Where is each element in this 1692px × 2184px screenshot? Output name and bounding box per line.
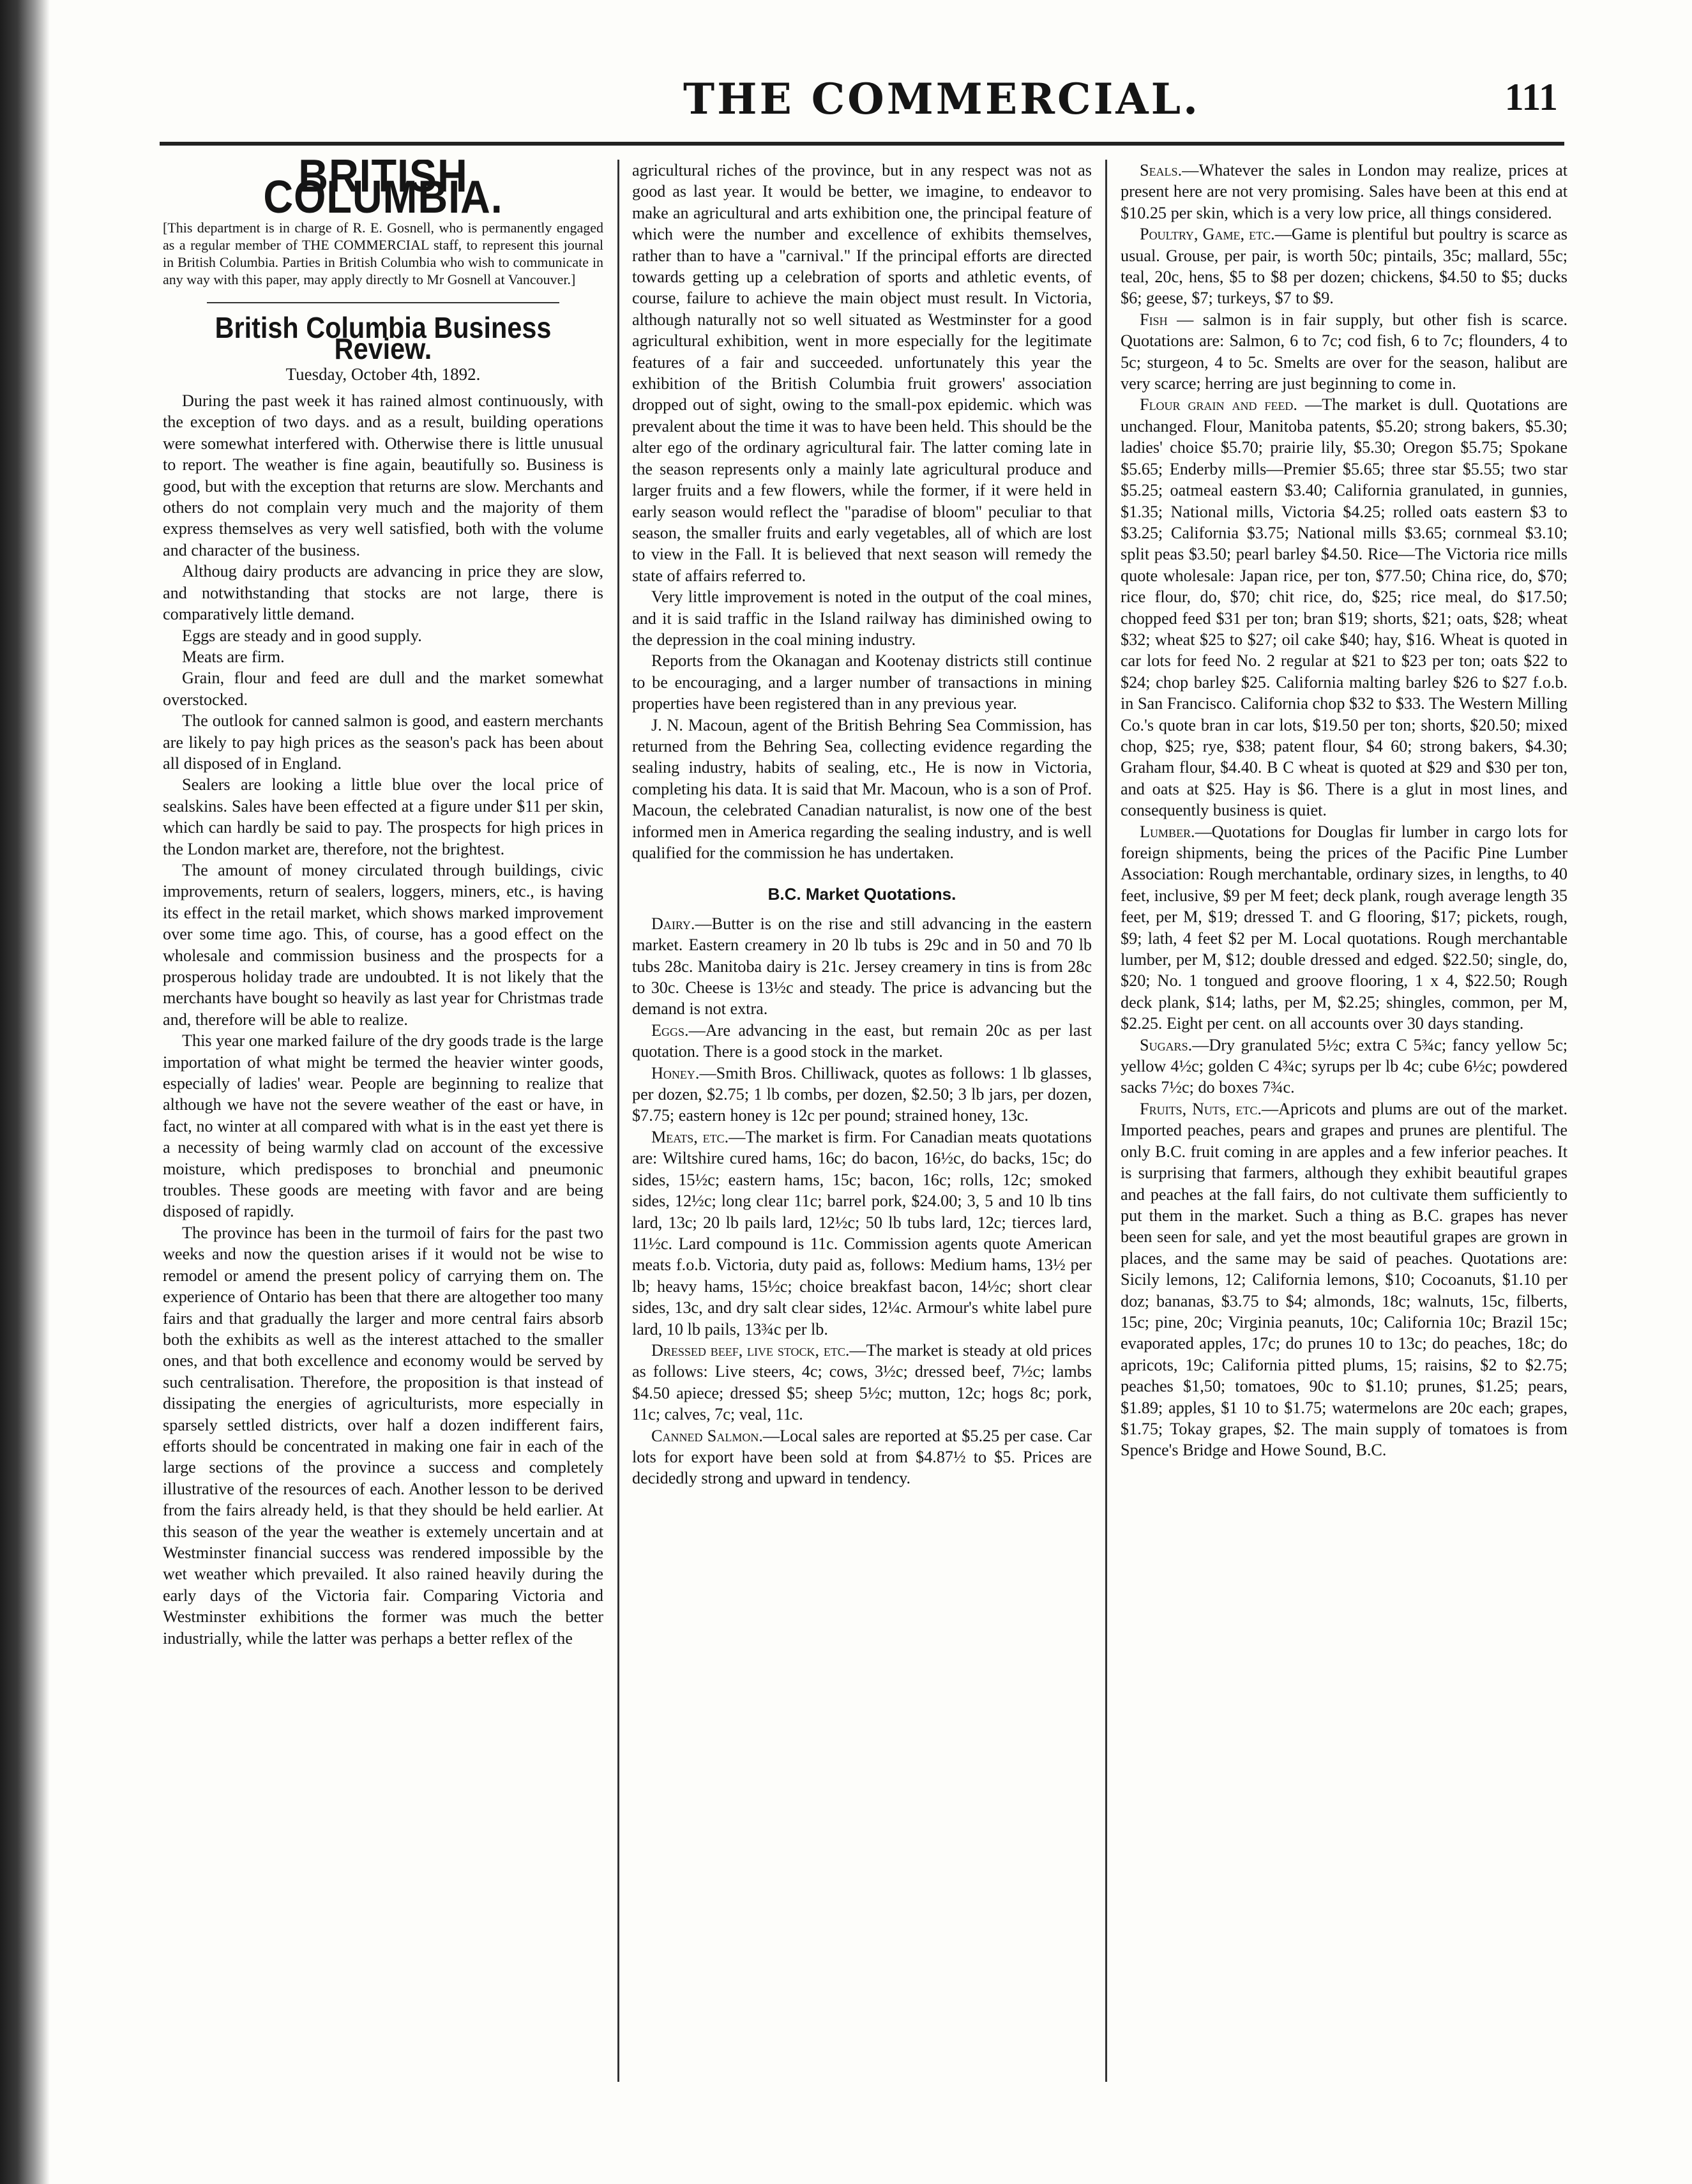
market-item (1121, 224, 1567, 309)
item-text: —Apricots and plums are out of the market. Imported peaches, pears and grapes and prunes are plentiful. The only B.C. fruit coming in are apples and a few inferior peaches. It is surprising that farmers, although they exhibit beautiful grapes and peaches at the fall fairs, do not cultivate them sufficiently to put them in the market. Such a thing as B.C. grapes has never been seen for sale, and yet the most beautiful grapes are grown in places, and the same may be said of peaches. Quotations are: Sicily lemons, 12; California lemons, $10; Cocoanuts, $1.10 per doz; bananas, $3.75 to $4; almonds, 18c; walnuts, 15c, filberts, 15c; pine, 20c; Virginia peanuts, 10c; California 10c; Brazil 15c; evaporated apples, 17c; do prunes 10 to 13c; do peaches, 18c; do apricots, 19c; California pitted plums, 15; raisins, $2 to $2.75; peaches $1,50; tomatoes, 90c to $1.10; prunes, $1.25; pears, $1.89; apples, $1 10 to $1.75; watermelons are 20c each; grapes, $1.75; Tokay grapes, $2. The main supply of tomatoes is from Spence's Bridge and Howe Sound, B.C. (1121, 1099, 1567, 1460)
item-lead: Meats, etc. (651, 1127, 729, 1146)
item-lead: Canned Salmon. (651, 1426, 763, 1445)
item-text: —Quotations for Douglas fir lumber in cargo lots for foreign shipments, being the prices of the Pacific Pine Lumber Association: Rough merchantable, ordinary sizes, in lengths, to 40 feet, inclusive, $9 per M feet; deck plank, rough average length 35 feet, per M, $19; dressed T. and G flooring, $17; pickets, rough, $9; lath, 4 feet $2 per M. Local quotations. Rough merchantable lumber, per M, $12; double dressed and edged. $22.50; single, do, $20; No. 1 tongued and groove flooring, 1 x 4, $22.50; Rough deck plank, $14; laths, per M, $2.25; shingles, common, per M, $2.25. Eight per cent. on all accounts over 30 days standing. (1121, 822, 1567, 1033)
paragraph: Althoug dairy products are advancing in price they are slow, and notwithstanding that stocks are not large, there is comparatively little demand. (163, 562, 603, 624)
market-item (1121, 821, 1567, 1035)
paragraph: Grain, flour and feed are dull and the market somewhat overstocked. (163, 669, 603, 709)
paragraph: Meats are firm. (182, 647, 285, 666)
paragraph: Reports from the Okanagan and Kootenay districts still continue to be encouraging, and a larger number of transactions in mining properties have been registered than in any previous year. (632, 651, 1092, 713)
item-lead: Fish (1140, 310, 1168, 329)
item-text: —Local sales are reported at $5.25 per case. Car lots for export have been sold at from $4.87½ to $5. Prices are decidedly strong and upward in tendency. (632, 1426, 1092, 1488)
item-text: —Whatever the sales in London may realize, prices at present here are not very promising. Sales have been at this end at $10.25 per skin, which is a very low price, all things considered. (1121, 161, 1567, 222)
paragraph: The outlook for canned salmon is good, and eastern merchants are likely to pay high prices as the season's pack has been about all disposed of in England. (163, 711, 603, 773)
market-item (632, 1126, 1092, 1340)
header-rule (160, 142, 1564, 146)
item-lead: Fruits, Nuts, etc. (1140, 1099, 1262, 1118)
department-note: [This department is in charge of R. E. Gosnell, who is permanently engaged as a regular member of THE COMMERCIAL staff, to represent this journal in British Columbia. Parties in British Columbia who wish to communicate in any way with this paper, may apply directly to Mr Gosnell at Vancouver.] (163, 219, 603, 287)
paragraph: During the past week it has rained almost continuously, with the exception of two days. and as a result, building operations were somewhat interfered with. Otherwise there is little unusual to report. The weather is fine again, beautifully so. Business is good, but with the exception that returns are slow. Merchants and others do not complain very much and the majority of them express themselves as very well satisfied, both with the volume and character of the business. (163, 391, 603, 559)
paragraph: This year one marked failure of the dry goods trade is the large importation of what might be termed the heavier winter goods, especially of ladies' wear. People are beginning to realize that although we have not the severe weather of the east or have, in fact, no winter at all compared with what is in the east yet there is a necessity of being warmly clad on account of the excessive moisture, which predisposes to bronchial and pneumonic troubles. These goods are meeting with favor and are being disposed of rapidly. (163, 1031, 603, 1221)
item-text: —Game is plentiful but poultry is scarce as usual. Grouse, per pair, is worth 50c; pintails, 35c; mallard, 55c; teal, 20c, hens, $5 to $8 per dozen; chickens, $4.50 to $5; ducks $6; geese, $7; turkeys, $7 to $9. (1121, 225, 1567, 308)
market-item (632, 1425, 1092, 1489)
item-text: —The market is dull. Quotations are unchanged. Flour, Manitoba patents, $5.20; strong bakers, $5.30; ladies' choice $5.70; prairie lily, $5.30; Oregon $5.75; Spokane $5.65; Enderby mills—Premier $5.65; three star $5.55; two star $5.25; oatmeal eastern $3.40; California granulated, in gunnies, $1.35; National mills, Victoria $4.25; rolled oats eastern $3 to $3.25; California $3.75; National mills $3.65; cornmeal $3.10; split peas $3.50; pearl barley $4.50. Rice—The Victoria rice mills quote wholesale: Japan rice, per ton, $77.50; China rice, do, $70; rice flour, do, $70; chit rice, do, $25; rice meal, do $17.50; chopped feed $31 per ton; bran $19; shorts, $21; oats, $28; wheat $32; wheat $25 to $27; oil cake $40; hay, $16. Wheat is quoted in car lots for feed No. 2 regular at $21 to $23 per ton; oats $22 to $24; chop barley $25. California malting barley $26 to $27 f.o.b. in San Francisco. California chop $32 to $33. The Western Milling Co.'s quote bran in car lots, $19.50 per ton; shorts, $20.50; mixed chop, $25; rye, $38; patent flour, $4 60; strong bakers, $4.30; Graham flour, $4.40. B C wheat is quoted at $29 and $30 per ton, and oats at $25. Hay is $6. There is a glut in most lines, and consequently business is quiet. (1121, 395, 1567, 820)
market-quotations-title: B.C. Market Quotations. (767, 884, 956, 904)
market-item (1121, 1098, 1567, 1461)
market-item (632, 1020, 1092, 1063)
section-title: BRITISH COLUMBIA. (263, 160, 503, 224)
market-item (1121, 394, 1567, 821)
market-item (632, 913, 1092, 1020)
item-lead: Flour grain and feed. (1140, 395, 1297, 414)
item-lead: Lumber. (1140, 822, 1195, 841)
item-lead: Poultry, Game, etc. (1140, 225, 1275, 244)
paragraph: Sealers are looking a little blue over the local price of sealskins. Sales have been effected at a figure under $11 per skin, which can hardly be said to pay. The prospects for high prices in the London market are, therefore, not the brightest. (163, 775, 603, 858)
page-number: 111 (1504, 76, 1558, 118)
paragraph: agricultural riches of the province, but in any respect was not as good as last year. It would be better, we imagine, to endeavor to make an agricultural and arts exhibition one, the principal feature of which were the number and excellence of exhibits themselves, rather than to have a "carnival." If the principal efforts are directed towards getting up a celebration of sports and athletic events, of course, failure to achieve the main object must result. In Victoria, although naturally not so well situated as Westminster for a good agricultural exhibition, went in more especially for the legitimate features of a fair and succeeded. unfortunately this year the exhibition of the British Columbia fruit growers' association dropped out of sight, owing to the small-pox epidemic. which was prevalent about the time it was to have been held. This should be the alter ego of the ordinary agricultural fair. The latter coming late in the season represents only a mainly late agricultural produce and larger fruits and a few flowers, while the former, if it were held in early season would reflect the "paradise of bloom" peculiar to that season, the smaller fruits and early vegetables, all of which are lost to view in the Fall. It is believed that next season will remedy the state of affairs referred to. (632, 161, 1092, 585)
column-3 (1121, 160, 1567, 2088)
item-lead: Dairy. (651, 914, 695, 933)
market-item (1121, 160, 1567, 224)
column-2 (632, 160, 1092, 2088)
dateline: Tuesday, October 4th, 1892. (285, 364, 481, 384)
market-item (632, 1340, 1092, 1425)
market-item (1121, 309, 1567, 395)
item-lead: Seals. (1140, 161, 1182, 179)
item-lead: Dressed beef, live stock, etc. (651, 1340, 850, 1360)
paragraph: The amount of money circulated through buildings, civic improvements, return of sealers, loggers, miners, etc., is having its effect in the retail market, which shows marked improvement over some time ago. This, of course, has a good effect on the wholesale and commission business and the prospects for a prosperous holiday trade are undoubted. It is not likely that the merchants have bought so heavily as last year for Christmas trade and, therefore will be able to realize. (163, 860, 603, 1029)
market-item (632, 1063, 1092, 1126)
market-item (1121, 1035, 1567, 1098)
item-text: — salmon is in fair supply, but other fish is scarce. Quotations are: Salmon, 6 to 7c; cod fish, 6 to 7c; flounders, 4 to 5c; sturgeon, 4 to 5c. Smelts are over for the season, halibut are very scarce; herring are just beginning to come in. (1121, 310, 1567, 393)
article-title: British Columbia Business Review. (215, 310, 552, 366)
item-text: —Smith Bros. Chilliwack, quotes as follows: 1 lb glasses, per dozen, $2.75; 1 lb combs, per dozen, $2.50; 3 lb jars, per dozen, $7.75; eastern honey is 12c per pound; strained honey, 13c. (632, 1063, 1092, 1125)
item-text: —Are advancing in the east, but remain 20c as per last quotation. There is a good stock in the market. (632, 1020, 1092, 1061)
paragraph: Very little improvement is noted in the output of the coal mines, and it is said traffic in the Island railway has diminished owing to the depression in the coal mining industry. (632, 588, 1092, 649)
item-lead: Eggs. (651, 1020, 689, 1040)
paragraph: J. N. Macoun, agent of the British Behring Sea Commission, has returned from the Behring Sea, collecting evidence regarding the sealing industry, habits of sealing, etc., He is now in Victoria, completing his data. It is said that Mr. Macoun, who is a son of Prof. Macoun, the celebrated Canadian naturalist, is now one of the best informed men in America regarding the sealing industry, and is well qualified for the commission he has undertaken. (632, 715, 1092, 862)
masthead: THE COMMERCIAL. (683, 74, 1201, 124)
column-divider (1105, 160, 1107, 2082)
item-lead: Honey. (651, 1063, 700, 1082)
page-binding-edge (0, 0, 50, 2184)
paragraph: The province has been in the turmoil of fairs for the past two weeks and now the question arises if it would not be wise to remodel or amend the present policy of carrying them on. The experience of Ontario has been that there are altogether too many fairs and that gradually the larger and more central fairs absorb both the exhibits as well as the interest attached to the smaller ones, and that both excellence and economy would be served by such centralisation. Therefore, the proposition is that instead of dissipating the energies of agriculturists, more especially in sparsely settled districts, over half a dozen indifferent fairs, efforts should be concentrated in making one fair in each of the large sections of the province a success and completely illustrative of the resources of each. Another lesson to be derived from the fairs already held, is that they should be held earlier. At this season of the year the weather is extemely uncertain and at Westminster financial success was rendered impossible by the wet weather which prevailed. It also rained heavily during the early days of the Victoria fair. Comparing Victoria and Westminster exhibitions the former was much the better industrially, while the latter was perhaps a better reflex of the (163, 1223, 603, 1648)
item-text: —Butter is on the rise and still advancing in the eastern market. Eastern creamery in 20 lb tubs is 29c and in 50 and 70 lb tubs 28c. Manitoba dairy is 21c. Jersey creamery in tins is from 28c to 30c. Cheese is 13½c and steady. The price is advancing but the demand is not extra. (632, 914, 1092, 1019)
column-divider (617, 160, 619, 2082)
column-1 (163, 160, 603, 2088)
item-text: —Dry granulated 5½c; extra C 5¾c; fancy yellow 5c; yellow 4½c; golden C 4¾c; syrups per lb 4c; cube 6½c; powdered sacks 7½c; do boxes 7¾c. (1121, 1035, 1567, 1097)
divider (207, 302, 559, 303)
item-lead: Sugars. (1140, 1035, 1193, 1054)
item-text: —The market is firm. For Canadian meats quotations are: Wiltshire cured hams, 16c; do bacon, 16½c, do backs, 15c; do sides, 15½c; eastern hams, 15c; bacon, 16c; rolls, 12c; smoked sides, 12½c; long clear 11c; barrel pork, $24.00; 3, 5 and 10 lb tins lard, 13c; 20 lb pails lard, 12½c; 50 lb tubs lard, 12c; tierces lard, 11½c. Lard compound is 11c. Commission agents quote American meats f.o.b. Victoria, duty paid as, follows: Medium hams, 13½ per lb; heavy hams, 15½c; choice breakfast bacon, 14½c; short clear sides, 13c, and dry salt clear sides, 12¼c. Armour's white label pure lard, 10 lb pails, 13¾c per lb. (632, 1127, 1092, 1338)
item-text: —The market is steady at old prices as follows: Live steers, 4c; cows, 3½c; dressed beef, 7½c; lambs $4.50 apiece; dressed $5; sheep 5½c; mutton, 12c; hogs 8c; pork, 11c; calves, 7c; veal, 11c. (632, 1340, 1092, 1424)
paragraph: Eggs are steady and in good supply. (182, 626, 422, 645)
